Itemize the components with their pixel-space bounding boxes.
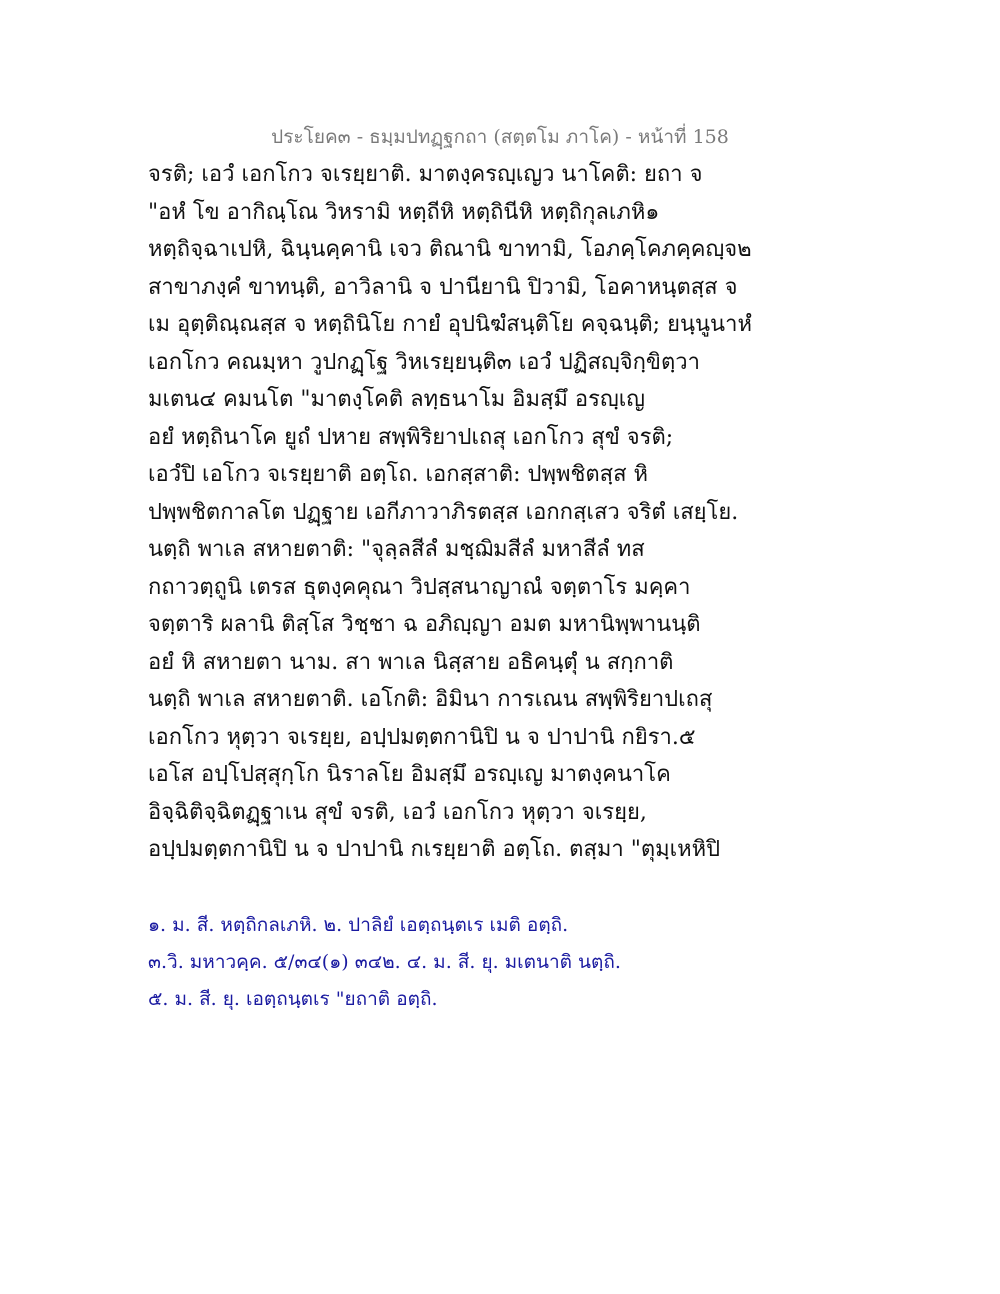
text-line: นตฺถิ พาเล สหายตาติ: "จุลฺลสีลํ มชฺฌิมสีลํ มหาสีลํ ทส <box>148 537 645 562</box>
text-line: มเตน๔ คมนโต "มาตงฺโคติ ลทฺธนาโม อิมสฺมึ อรญฺเญ <box>148 387 645 412</box>
text-line: เอกโกว หุตฺวา จเรยฺย, อปฺปมตฺตกานิปิ น จ ปาปานิ กยิรา.๕ <box>148 724 696 750</box>
text-line: นตฺถิ พาเล สหายตาติ. เอโกติ: อิมินา การเณน สพฺพิริยาปเถสุ <box>148 687 713 712</box>
text-line: หตฺถิจฺฉาเปหิ, ฉินฺนคฺคานิ เจว ติณานิ ขาทามิ, โอภคฺโคภคฺคญฺจ๒ <box>148 237 752 262</box>
body-text <box>148 156 868 869</box>
page-header: ประโยค๓ - ธมฺมปทฏฺฐกถา (สตฺตโม ภาโค) - หน้าที่ 158 <box>271 126 729 148</box>
footnote-line: ๑. ม. สี. หตฺถิกลเภหิ. ๒. ปาลิยํ เอตฺถนฺตเร เมติ อตฺถิ. <box>148 914 569 936</box>
text-line: อิจฺฉิติจฺฉิตฏฺฐาเน สุขํ จรติ, เอวํ เอกโกว หุตฺวา จเรยฺย, <box>148 799 647 825</box>
text-line: จตฺตาริ ผลานิ ติสฺโส วิชฺชา ฉ อภิญฺญา อมต มหานิพฺพานนฺติ <box>148 612 701 637</box>
text-line: สาขาภงฺคํ ขาทนฺติ, อาวิลานิ จ ปานียานิ ปิวามิ, โอคาหนฺตสฺส จ <box>148 274 738 300</box>
text-line: กถาวตฺถูนิ เตรส ธุตงฺคคุณา วิปสฺสนาญาณํ จตฺตาโร มคฺคา <box>148 574 691 600</box>
text-line: เอโส อปฺโปสฺสุกฺโก นิราลโย อิมสฺมึ อรญฺเญ มาตงฺคนาโค <box>148 762 671 787</box>
text-line: ปพฺพชิตกาลโต ปฏฺฐาย เอกีภาวาภิรตสฺส เอกกสฺเสว จริตํ เสยฺโย. <box>148 499 739 525</box>
footnotes <box>148 907 868 1018</box>
text-line: เม อุตฺติณฺณสฺส จ หตฺถินิโย กายํ อุปนิฆํสนฺติโย คจฺฉนฺติ; ยนฺนูนาหํ <box>148 312 752 337</box>
text-line: อปฺปมตฺตกานิปิ น จ ปาปานิ กเรยฺยาติ อตฺโถ. ตสฺมา "ตุมฺเหหิปิ <box>148 837 721 862</box>
text-line: อยํ หิ สหายตา นาม. สา พาเล นิสฺสาย อธิคนฺตุํ น สกฺกาติ <box>148 649 674 675</box>
text-line: เอกโกว คณมฺหา วูปกฏฺโฐ วิหเรยฺยนฺติ๓ เอวํ ปฏิสญฺจิกฺขิตฺวา <box>148 349 700 375</box>
text-line: อยํ หตฺถินาโค ยูถํ ปหาย สพฺพิริยาปเถสุ เอกโกว สุขํ จรติ; <box>148 424 674 450</box>
text-line: เอวํปิ เอโกว จเรยฺยาติ อตฺโถ. เอกสฺสาติ: ปพฺพชิตสฺส หิ <box>148 462 649 487</box>
text-line: "อหํ โข อากิณฺโณ วิหรามิ หตฺถีหิ หตฺถินีหิ หตฺถิกุลเภหิ๑ <box>148 199 660 225</box>
footnote-line: ๕. ม. สี. ยุ. เอตฺถนฺตเร "ยถาติ อตฺถิ. <box>148 988 438 1010</box>
text-line: จรติ; เอวํ เอกโกว จเรยฺยาติ. มาตงฺครญฺเญว นาโคติ: ยถา จ <box>148 162 703 187</box>
footnote-line: ๓.วิ. มหาวคฺค. ๕/๓๔(๑) ๓๔๒. ๔. ม. สี. ยุ. มเตนาติ นตฺถิ. <box>148 951 621 973</box>
